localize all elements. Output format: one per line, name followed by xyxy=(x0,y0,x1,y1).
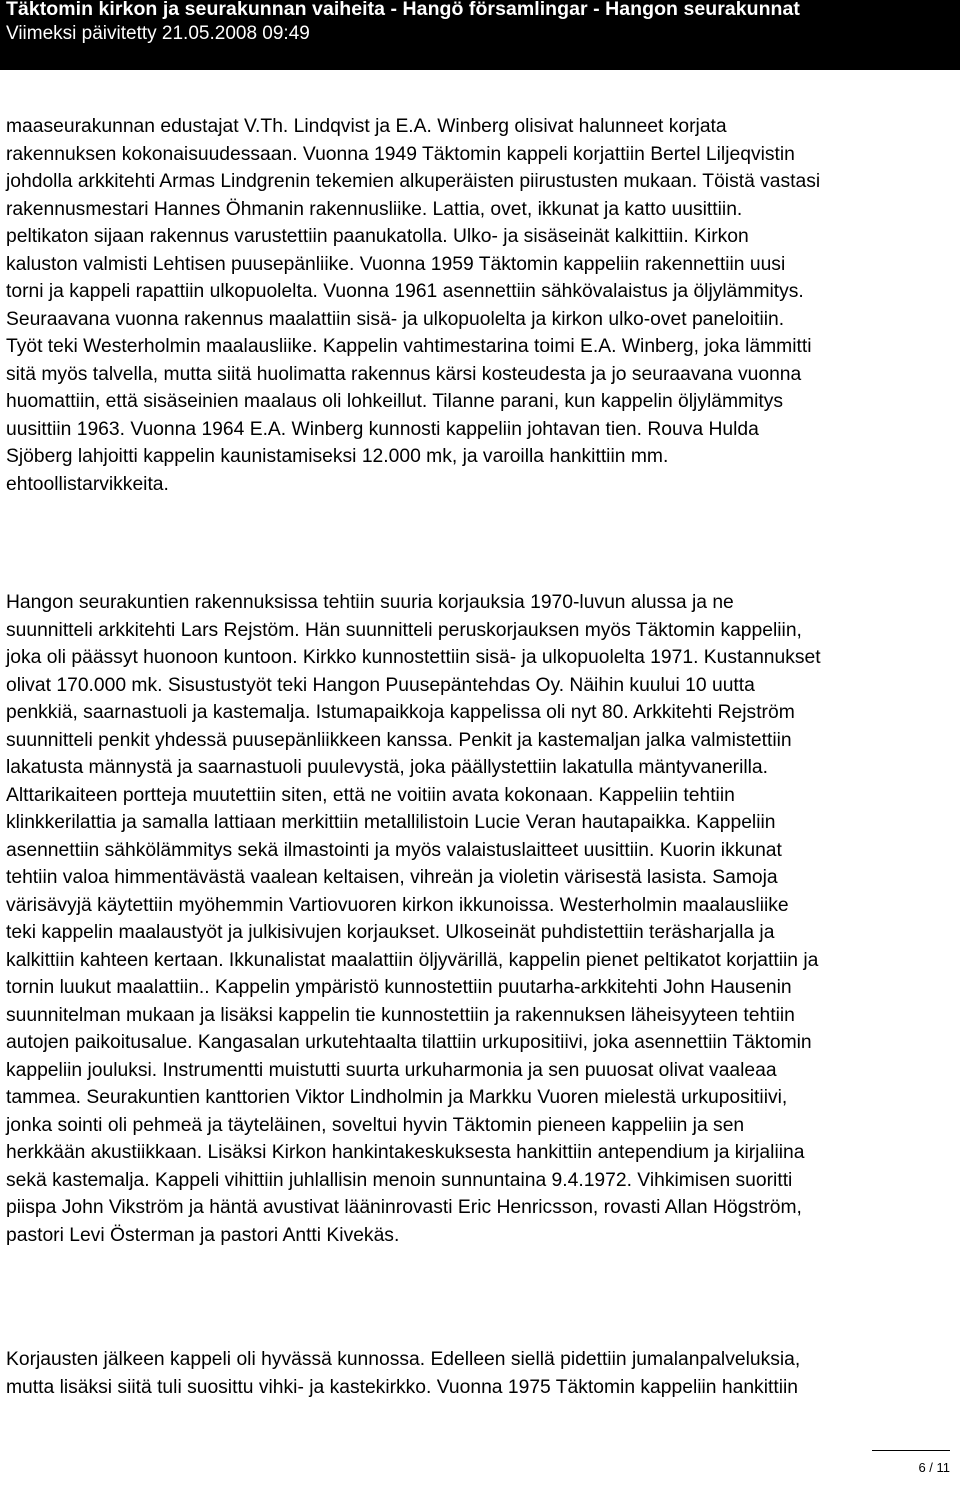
text-line: Seuraavana vuonna rakennus maalattiin sisä- ja ulkopuolelta ja kirkon ulko-ovet paneloitiin. xyxy=(6,308,785,330)
text-line: piispa John Vikström ja häntä avustivat lääninrovasti Eric Henricsson, rovasti Allan Högström, xyxy=(6,1197,802,1218)
page-footer xyxy=(6,1450,950,1480)
paragraph-renovation-1970s xyxy=(6,589,956,1249)
text-line: olivat 170.000 mk. Sisustustyöt teki Hangon Puusepäntehdas Oy. Näihin kuului 10 uutta xyxy=(6,674,755,696)
text-line: suunnitteli penkit yhdessä puusepänliikkeen kanssa. Penkit ja kastemaljan jalka valmistettiin xyxy=(6,729,792,751)
text-line: klinkkerilattia ja samalla lattiaan merkittiin metallilistoin Lucie Veran hautapaikka. Kappeliin xyxy=(6,812,776,833)
text-line: tehtiin valoa himmentävästä vaalean keltaisen, vihreän ja violetin värisestä lasista. Samoja xyxy=(6,867,778,888)
text-line: rakennusmestari Hannes Öhmanin rakennusliike. Lattia, ovet, ikkunat ja katto uusittiin. xyxy=(6,198,743,220)
text-line: suunnitelman mukaan ja lisäksi kappelin tie kunnostettiin ja rakennuksen läheisyyteen tehtiin xyxy=(6,1004,795,1026)
text-line: uusittiin 1963. Vuonna 1964 E.A. Winberg kunnosti kappeliin johtavan tien. Rouva Hulda xyxy=(6,418,759,440)
text-line: värisävyjä käytettiin myöhemmin Vartiovuoren kirkon ikkunoissa. Westerholmin maalausliike xyxy=(6,894,789,916)
text-line: pastori Levi Österman ja pastori Antti Kivekäs. xyxy=(6,1224,400,1246)
text-line: teki kappelin maalaustyöt ja julkisivujen korjaukset. Ulkoseinät puhdistettiin teräsharjalla ja xyxy=(6,922,775,943)
text-line: rakennuksen kokonaisuudessaan. Vuonna 1949 Täktomin kappeli korjattiin Bertel Liljeqvistin xyxy=(6,143,795,165)
text-line: joka oli päässyt huonoon kuntoon. Kirkko kunnostettiin sisä- ja ulkopuolelta 1971. Kustannukset xyxy=(6,647,821,668)
text-line: penkkiä, saarnastuoli ja kastemalja. Istumapaikkoja kappelissa oli nyt 80. Arkkitehti Rejström xyxy=(6,702,795,723)
text-line: ehtoollistarvikkeita. xyxy=(6,473,169,495)
text-line: tornin luukut maalattiin.. Kappelin ympäristö kunnostettiin puutarha-arkkitehti John Hausenin xyxy=(6,977,792,998)
page-number: 6 / 11 xyxy=(918,1460,950,1475)
text-line: Korjausten jälkeen kappeli oli hyvässä kunnossa. Edelleen siellä pidettiin jumalanpalveluksia, xyxy=(6,1349,801,1370)
text-line: kalkittiin kahteen kertaan. Ikkunalistat maalattiin öljyvärillä, kappelin pienet peltikatot korjattiin ja xyxy=(6,949,819,971)
paragraph-history-1949 xyxy=(6,113,956,498)
text-line: huomattiin, että sisäseinien maalaus oli lohkeillut. Tilanne parani, kun kappelin öljylämmitys xyxy=(6,391,784,412)
text-line: Työt teki Westerholmin maalausliike. Kappelin vahtimestarina toimi E.A. Winberg, joka lämmitti xyxy=(6,336,812,357)
text-line: kaluston valmisti Lehtisen puusepänliike. Vuonna 1959 Täktomin kappeliin rakennettiin uusi xyxy=(6,253,786,275)
text-line: peltikaton sijaan rakennus varustettiin paanukatolla. Ulko- ja sisäseinät kalkittiin. Kirkon xyxy=(6,226,749,247)
document-title: Täktomin kirkon ja seurakunnan vaiheita - Hangö församlingar - Hangon seurakunnat xyxy=(6,0,800,20)
text-line: sitä myös talvella, mutta siitä huolimatta rakennus kärsi kosteudesta ja jo seuraavana vuonna xyxy=(6,363,802,385)
text-line: tammea. Seurakuntien kanttorien Viktor Lindholmin ja Markku Vuoren mielestä urkupositiivi, xyxy=(6,1087,788,1108)
text-line: maaseurakunnan edustajat V.Th. Lindqvist ja E.A. Winberg olisivat halunneet korjata xyxy=(6,116,727,137)
text-line: herkkään akustiikkaan. Lisäksi Kirkon hankintakeskuksesta hankittiin antependium ja kirjaliina xyxy=(6,1142,805,1163)
text-line: johdolla arkkitehti Armas Lindgrenin tekemien alkuperäisten piirustusten mukaan. Töistä vastasi xyxy=(6,171,821,192)
text-line: kappeliin jouluksi. Instrumentti muistutti suurta urkuharmonia ja sen puuosat olivat vaaleaa xyxy=(6,1059,777,1081)
text-line: autojen paikoitusalue. Kangasalan urkutehtaalta tilattiin urkupositiivi, joka asennettiin Täktomin xyxy=(6,1032,812,1053)
page-header xyxy=(0,0,960,70)
footer-divider xyxy=(872,1450,950,1451)
text-line: Hangon seurakuntien rakennuksissa tehtiin suuria korjauksia 1970-luvun alussa ja ne xyxy=(6,592,734,613)
text-line: asennettiin sähkölämmitys sekä ilmastointi ja myös valaistuslaitteet uusittiin. Kuorin ikkunat xyxy=(6,839,782,861)
text-line: sekä kastemalja. Kappeli vihittiin juhlallisin menoin sunnuntaina 9.4.1972. Vihkimisen suoritti xyxy=(6,1169,793,1191)
text-line: mutta lisäksi siitä tuli suosittu vihki- ja kastekirkko. Vuonna 1975 Täktomin kappeliin hankittiin xyxy=(6,1376,798,1398)
text-line: jonka sointi oli pehmeä ja täyteläinen, soveltui hyvin Täktomin pieneen kappeliin ja sen xyxy=(6,1114,745,1136)
text-line: suunnitteli arkkitehti Lars Rejstöm. Hän suunnitteli peruskorjauksen myös Täktomin kappeliin, xyxy=(6,619,802,641)
text-line: lakatusta männystä ja saarnastuoli puulevystä, joka päällystettiin lakatulla mäntyvanerilla. xyxy=(6,757,769,778)
text-line: torni ja kappeli rapattiin ulkopuolelta. Vuonna 1961 asennettiin sähkövalaistus ja öljylämmitys. xyxy=(6,281,804,302)
paragraph-after-renovation xyxy=(6,1346,956,1401)
text-line: Alttarikaiteen portteja muutettiin siten, että ne voitiin avata kokonaan. Kappeliin tehtiin xyxy=(6,784,735,806)
text-line: Sjöberg lahjoitti kappelin kaunistamiseksi 12.000 mk, ja varoilla hankittiin mm. xyxy=(6,446,669,467)
last-updated-text: Viimeksi päivitetty 21.05.2008 09:49 xyxy=(6,23,310,44)
